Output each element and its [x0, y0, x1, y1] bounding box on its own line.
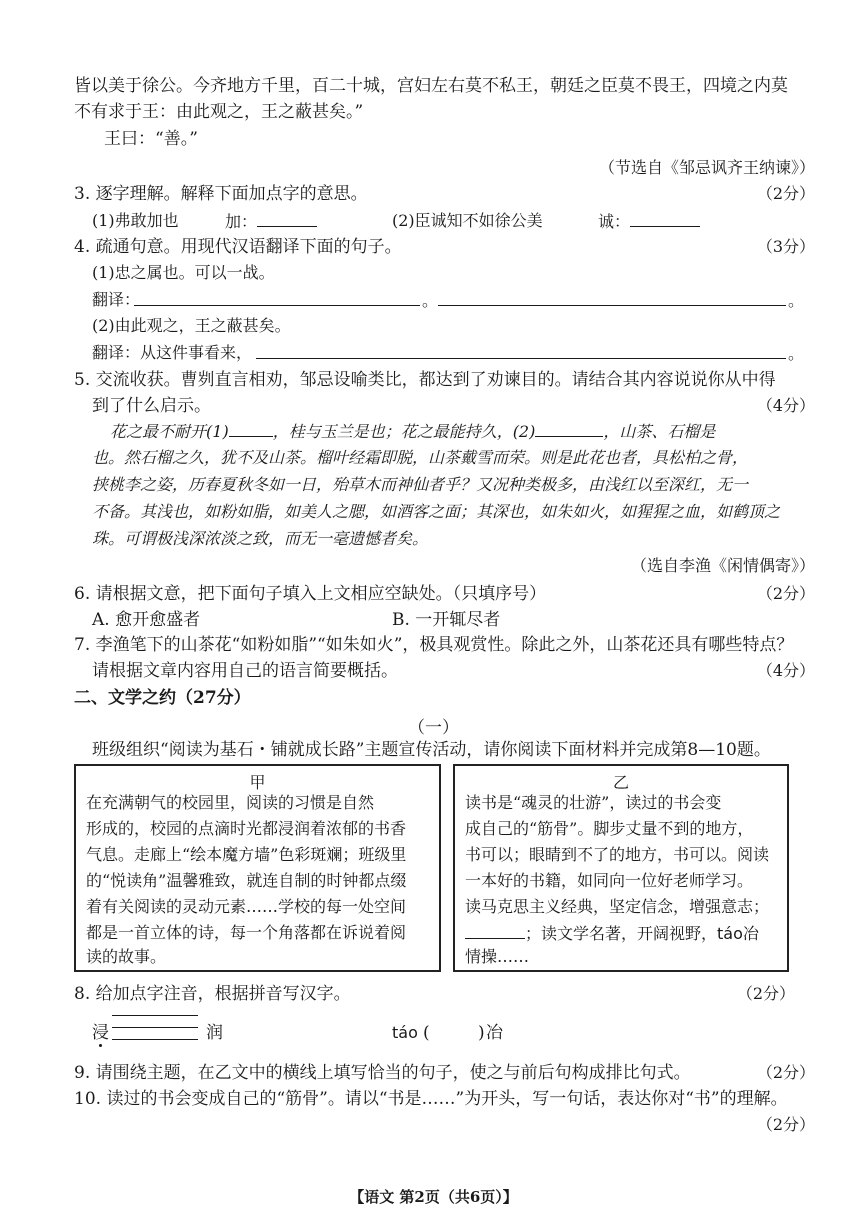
question-9-score: （2分）	[756, 1063, 815, 1082]
question-3-item-1: (1)弗敢加也	[92, 211, 179, 230]
passage-line: 皆以美于徐公。今齐地方千里，百二十城，宫妇左右莫不私王，朝廷之臣莫不畏王，四境之内莫	[74, 76, 788, 96]
box-line: 成自己的“筋骨”。脚步丈量不到的地方，	[465, 819, 754, 838]
period-mark: 。	[422, 291, 439, 310]
passage2-line: 花之最不耐开(1) ，桂与玉兰是也；花之最能持久，(2) ，山茶、石榴是	[110, 422, 716, 441]
passage2-line: 也。然石榴之久，犹不及山茶。榴叶经霜即脱，山茶戴雪而荣。则是此花也者，具松柏之骨，	[92, 448, 749, 467]
material-box-yi	[453, 764, 789, 972]
box-line: 形成的，校园的点滴时光都浸润着浓郁的书香	[86, 819, 407, 838]
translate-label: 翻译：	[92, 290, 141, 309]
passage2-line: 不备。其浅也，如粉如脂，如美人之腮，如酒客之面；其深也，如朱如火，如猩猩之血，如鹤顶之	[92, 502, 781, 521]
answer-blank[interactable]	[630, 210, 700, 227]
box-title: 甲	[249, 773, 266, 792]
dotted-char: 浸	[92, 1023, 109, 1043]
box-line: 一本好的书籍，如同向一位好老师学习。	[465, 871, 754, 890]
box-line: 读书是“魂灵的壮游”，读过的书会变	[465, 793, 722, 812]
answer-blank[interactable]	[257, 210, 317, 227]
question-3-item-1-label: 加：	[225, 210, 317, 233]
box-line: 读的故事。	[86, 947, 167, 966]
question-5-stem: 5. 交流收获。曹刿直言相劝，邹忌设喻类比，都达到了劝谏目的。请结合其内容说说你从中得	[74, 370, 776, 390]
passage2-line: 挟桃李之姿，历春夏秋冬如一日，殆草木而神仙者乎？又况种类极多，由浅红以至深红，无一	[92, 475, 749, 494]
pinyin-text: táo	[392, 1023, 418, 1042]
question-10-stem: 10. 读过的书会变成自己的“筋骨”。请以“书是……”为开头，写一句话，表达你对“书”的理解。	[74, 1089, 788, 1109]
material-box-jia	[74, 764, 441, 972]
question-7-stem: 请根据文章内容用自己的语言简要概括。	[92, 661, 398, 681]
question-5-score: （4分）	[756, 396, 815, 415]
answer-line[interactable]	[256, 358, 786, 359]
passage2-line: 珠。可谓极浅深浓淡之致，而无一毫遗憾者矣。	[92, 529, 429, 548]
passage-line: 王曰：“善。”	[104, 129, 198, 149]
question-8-score: （2分）	[736, 984, 795, 1003]
section-intro: 班级组织“阅读为基石・铺就成长路”主题宣传活动，请你阅读下面材料并完成第8—10题。	[92, 740, 771, 760]
char: 冶	[486, 1023, 503, 1043]
box-line: 情操……	[465, 947, 530, 966]
question-9-stem: 9. 请围绕主题，在乙文中的横线上填写恰当的句子，使之与前后句构成排比句式。	[74, 1063, 691, 1083]
char: 润	[206, 1023, 223, 1043]
box-line: 在充满朝气的校园里，阅读的习惯是自然	[86, 793, 375, 812]
question-10-score: （2分）	[756, 1115, 815, 1134]
question-3-score: （2分）	[756, 184, 815, 203]
box-line: ；读文学名著，开阔视野，táo冶	[465, 922, 759, 945]
question-4-score: （3分）	[756, 237, 815, 256]
question-7-stem: 7. 李渔笔下的山茶花“如粉如脂”“如朱如火”，极具观赏性。除此之外，山茶花还具有哪些特点？	[74, 635, 794, 655]
question-3-item-2-label: 诚：	[598, 210, 700, 233]
question-7-score: （4分）	[756, 661, 815, 680]
box-line: 读马克思主义经典，坚定信念，增强意志；	[465, 897, 770, 916]
answer-blank[interactable]	[465, 922, 525, 939]
box-line: 都是一首立体的诗，每一个角落都在诉说着阅	[86, 923, 407, 942]
question-3-stem: 3. 逐字理解。解释下面加点字的意思。	[74, 184, 368, 204]
question-6-score: （2分）	[756, 584, 815, 603]
paren: (	[423, 1023, 430, 1043]
passage2-source: （选自李渔《闲情偶寄》）	[630, 556, 815, 575]
page-footer: 【语文 第2页（共6页）】	[349, 1188, 518, 1206]
section-subtitle: （一）	[408, 718, 459, 738]
question-6-stem: 6. 请根据文意，把下面句子填入上文相应空缺处。（只填序号）	[74, 584, 547, 604]
period-mark: 。	[788, 344, 805, 363]
option-a: A. 愈开愈盛者	[92, 610, 201, 630]
section-title: 二、文学之约（27分）	[74, 688, 251, 708]
question-4-item-2-answer: 翻译：从这件事看来，	[92, 343, 253, 362]
passage-line: 不有求于王：由此观之，王之蔽甚矣。”	[74, 102, 364, 122]
answer-blank[interactable]	[229, 420, 273, 437]
box-line: 气息。走廊上“绘本魔方墙”色彩斑斓；班级里	[86, 845, 407, 864]
question-8-stem: 8. 给加点字注音，根据拼音写汉字。	[74, 984, 351, 1004]
period-mark: 。	[788, 291, 805, 310]
question-3-item-2: (2)臣诚知不如徐公美	[392, 211, 543, 230]
passage-source: （节选自《邹忌讽齐王纳谏》）	[598, 158, 815, 177]
question-4-item-1: (1)忠之属也。可以一战。	[92, 263, 275, 282]
box-title: 乙	[612, 773, 629, 792]
option-b: B. 一开辄尽者	[392, 610, 501, 630]
question-5-stem: 到了什么启示。	[92, 396, 211, 416]
answer-blank[interactable]	[535, 420, 603, 437]
box-line: 书可以；眼睛到不了的地方，书可以。阅读	[465, 845, 770, 864]
question-4-item-2: (2)由此观之，王之蔽甚矣。	[92, 316, 291, 335]
pinyin-line[interactable]	[112, 1027, 198, 1028]
answer-line[interactable]	[438, 305, 786, 306]
box-line: 的“悦读角”温馨雅致，就连自制的时钟都点缀	[86, 871, 407, 890]
pinyin-line[interactable]	[112, 1015, 198, 1016]
box-line: 着有关阅读的灵动元素……学校的每一处空间	[86, 897, 407, 916]
answer-line[interactable]	[134, 305, 420, 306]
paren: )	[478, 1023, 485, 1043]
pinyin-line[interactable]	[112, 1039, 198, 1040]
question-4-stem: 4. 疏通句意。用现代汉语翻译下面的句子。	[74, 237, 402, 257]
